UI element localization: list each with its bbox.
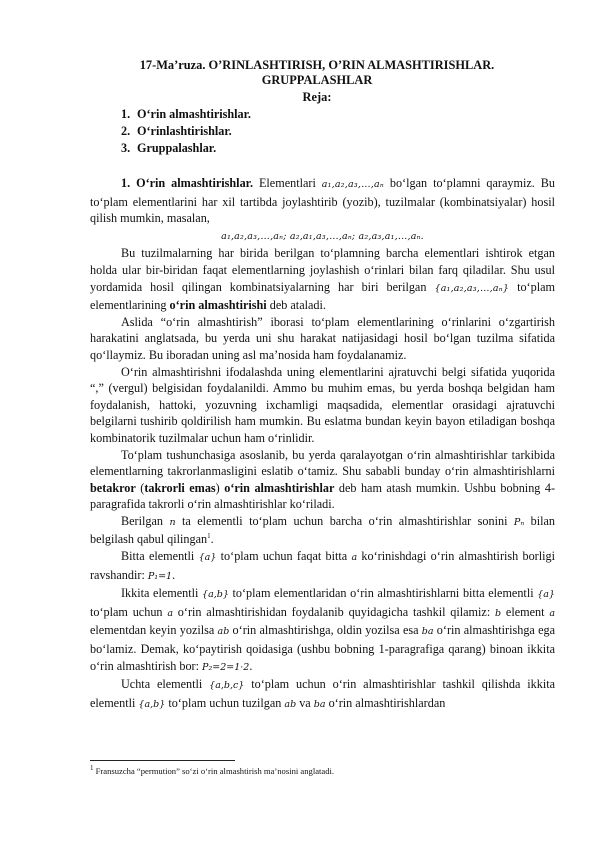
paragraph-8: Ikkita elementli {a,b} to‘plam elementlaridan o‘rin almashtirishlarni bitta elementli {a} to‘plam uchun a o‘rin almashtirishidan foydalanib quyidagicha tashkil qilamiz: b element a elementdan keyin yozilsa ab o‘rin almashtirishga, oldin yozilsa esa ba o‘rin almashtirishga ega bo‘lamiz. Demak, ko‘paytirish qoidasiga (ushbu bobning 1-paragrafiga qarang) binoan ikkita o‘rin almashtirish bor: P₂=2=1·2.: [90, 586, 555, 673]
lecture-title: 17-Ma’ruza. O’RINLASHTIRISH, O’RIN ALMASHTIRISHLAR.: [139, 58, 495, 72]
footnote-divider: [90, 760, 235, 761]
body-text: [90, 175, 555, 713]
plan-item-1: 1. O‘rin almashtirishlar.: [121, 107, 251, 121]
lecture-title-line2: GRUPPALASHLAR: [261, 73, 373, 87]
paragraph-6: Berilgan n ta elementli to‘plam uchun barcha o‘rin almashtirishlar sonini Pₙ bilan belgilash qabul qilingan$^1$.: [90, 513, 555, 547]
paragraph-5: To‘plam tushunchasiga asoslanib, bu yerda qaralayotgan o‘rin almashtirishlar tarkibida elementlarning takrorlanmasligini eslatib o‘tamiz. Shu sababli bunday o‘rin almashtirishlarni betakror (takrorli emas) o‘rin almashtirishlar deb ham atash mumkin. Ushbu bobning 4-paragrafida takrorli o‘rin almashtirishlar ko‘riladi.: [90, 447, 556, 512]
paragraph-3: Aslida “o‘rin almashtirish” iborasi to‘plam elementlarining o‘rinlarini o‘zgartirish harakatini anglatsada, bu yerda uni shu harakat natijasidagi hosil bo‘lgan tuzilma sifatida qo‘llaymiz. Bu iboradan uning asl ma’nosida ham foydalanamiz.: [90, 314, 555, 362]
plan-item-3: 3. Gruppalashlar.: [121, 141, 217, 155]
plan-item-2: 2. O‘rinlashtirishlar.: [121, 124, 232, 138]
paragraph-2: Bu tuzilmalarning har birida berilgan to‘plamning barcha elementlari ishtirok etgan holda ular bir-biridan faqat elementlarning joylashish o‘rinlari bilan farq qiladilar. Shu usul yordamida hosil qilingan kombinatsiyalarning har biri berilgan {a₁,a₂,a₃,…,aₙ} to‘plam elementlarining o‘rin almashtirishi deb ataladi.: [90, 246, 555, 313]
paragraph-9: Uchta elementli {a,b,c} to‘plam uchun o‘rin almashtirishlar tashkil qilishda ikkita elementli {a,b} to‘plam uchun tuzilgan ab va ba o‘rin almashtirishlardan: [90, 677, 555, 710]
example-sequences: a₁,a₂,a₃,…,aₙ; a₂,a₁,a₃,…,aₙ; a₂,a₃,a₁,…,aₙ.: [221, 230, 424, 242]
section-heading: 1. O‘rin almashtirishlar.: [121, 176, 254, 190]
footnote-reference: 1: [207, 532, 211, 541]
paragraph-7: Bitta elementli {a} to‘plam uchun faqat bitta a ko‘rinishdagi o‘rin almashtirish borligi ravshandir: P₁=1.: [90, 549, 555, 582]
paragraph-4: O‘rin almashtirishni ifodalashda uning elementlarini ajratuvchi belgi sifatida yuqorida “,” (vergul) belgisidan foydalanildi. Ammo bu muhim emas, bu yerda boshqa belgidan ham foydalanish, hattoki, yozuvning ixchamligi maqsadida, elementlar orasidagi ajratuvchi belgilarni tushirib qoldirilish ham mumkin. Bu eslatma bundan keyin bayon etiladigan boshqa kombinatorik tuzilmalar uchun ham o‘rinlidir.: [90, 364, 555, 445]
paragraph-1: 1. O‘rin almashtirishlar. Elementlari a₁,a₂,a₃,…,aₙ bo‘lgan to‘plamni qaraymiz. Bu to‘plam elementlarini har xil tartibda joylashtirib (yozib), tuzilmalar (kombinatsiyalar) hosil qilish mumkin, masalan,: [90, 176, 555, 226]
footnote: $^1$ Fransuzcha “permution” so‘zi o‘rin almashtirish ma’nosini anglatadi.: [90, 764, 335, 776]
plan-heading: Reja:: [302, 90, 332, 104]
